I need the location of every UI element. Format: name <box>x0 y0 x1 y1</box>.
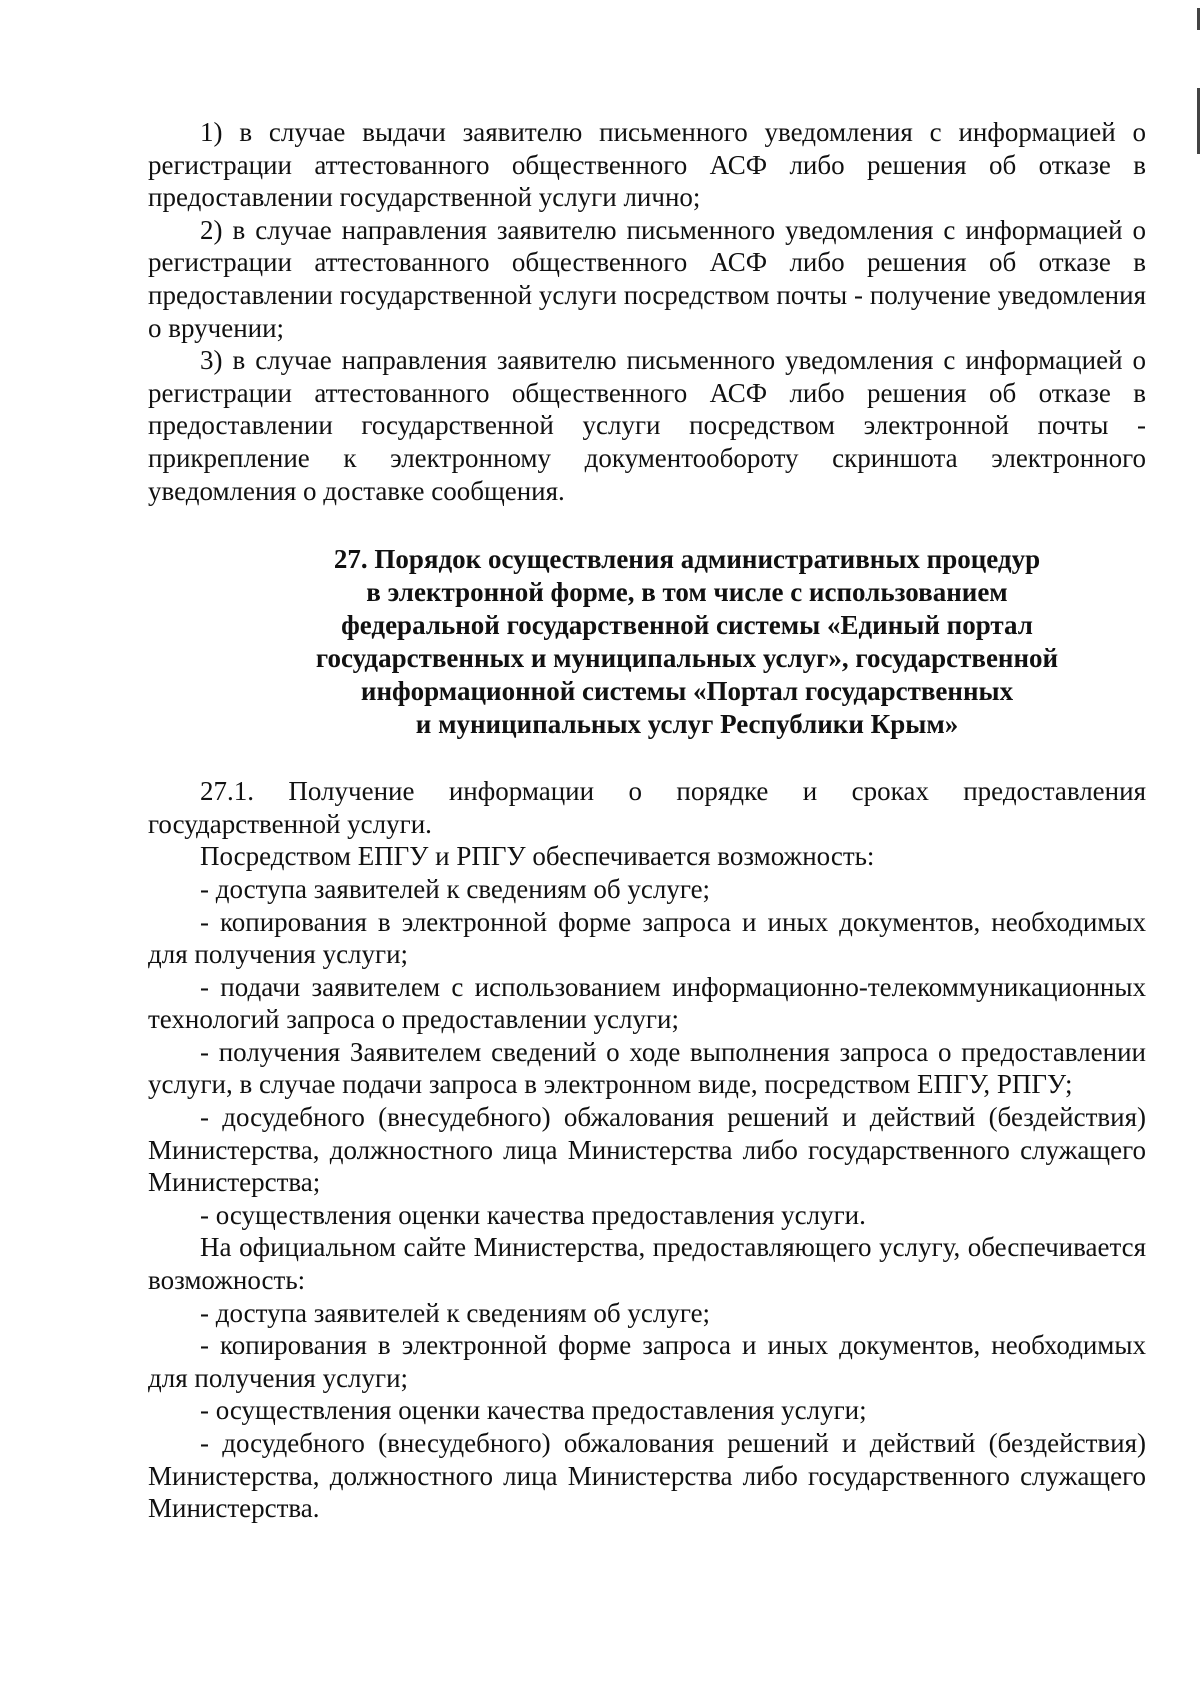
paragraph-27-1: 27.1. Получение информации о порядке и сроках предоставления государственной услуги. <box>148 776 1146 839</box>
heading-line: и муниципальных услуг Республики Крым» <box>415 709 959 740</box>
list-item: - осуществления оценки качества предоставления услуги. <box>200 1199 866 1230</box>
list-item: - доступа заявителей к сведениям об услуге; <box>200 873 711 904</box>
list-item: - подачи заявителем с использованием информационно-телекоммуникационных технологий запроса о предоставлении услуги; <box>148 971 1146 1035</box>
heading-line: государственных и муниципальных услуг», государственной <box>315 643 1059 674</box>
paragraph-portal-intro: Посредством ЕПГУ и РПГУ обеспечивается возможность: <box>200 841 875 872</box>
paragraph-item-3: 3) в случае направления заявителю письменного уведомления с информацией о регистрации аттестованного общественного АСФ либо решения об отказе в предоставлении государственной услуги посредством электронной почты - прикрепление к электронному документообороту скриншота электронного уведомления о доставке сообщения. <box>148 345 1146 506</box>
list-item: - получения Заявителем сведений о ходе выполнения запроса о предоставлении услуги, в случае подачи запроса в электронном виде, посредством ЕПГУ, РПГУ; <box>148 1036 1146 1100</box>
document-page <box>148 116 1146 1525</box>
heading-line: 27. Порядок осуществления административных процедур <box>333 544 1041 575</box>
list-item: - доступа заявителей к сведениям об услуге; <box>200 1297 711 1328</box>
paragraph-site-intro: На официальном сайте Министерства, предоставляющего услугу, обеспечивается возможность: <box>148 1232 1146 1296</box>
paragraph-item-2: 2) в случае направления заявителю письменного уведомления с информацией о регистрации аттестованного общественного АСФ либо решения об отказе в предоставлении государственной услуги посредством почты - получение уведомления о вручении; <box>148 214 1146 343</box>
list-item: - досудебного (внесудебного) обжалования решений и действий (бездействия) Министерства, должностного лица Министерства либо государственного служащего Министерства; <box>148 1102 1146 1198</box>
section-heading-27 <box>148 543 1146 741</box>
list-item: - копирования в электронной форме запроса и иных документов, необходимых для получения услуги; <box>148 1330 1146 1393</box>
paragraph-item-1: 1) в случае выдачи заявителю письменного уведомления с информацией о регистрации аттестованного общественного АСФ либо решения об отказе в предоставлении государственной услуги лично; <box>148 117 1146 213</box>
heading-line: информационной системы «Портал государственных <box>360 676 1014 707</box>
list-item: - копирования в электронной форме запроса и иных документов, необходимых для получения услуги; <box>148 906 1146 970</box>
heading-line: в электронной форме, в том числе с использованием <box>366 577 1008 608</box>
list-item: - досудебного (внесудебного) обжалования решений и действий (бездействия) Министерства, должностного лица Министерства либо государственного служащего Министерства. <box>148 1428 1146 1524</box>
heading-line: федеральной государственной системы «Единый портал <box>341 610 1033 641</box>
list-item: - осуществления оценки качества предоставления услуги; <box>200 1395 867 1426</box>
